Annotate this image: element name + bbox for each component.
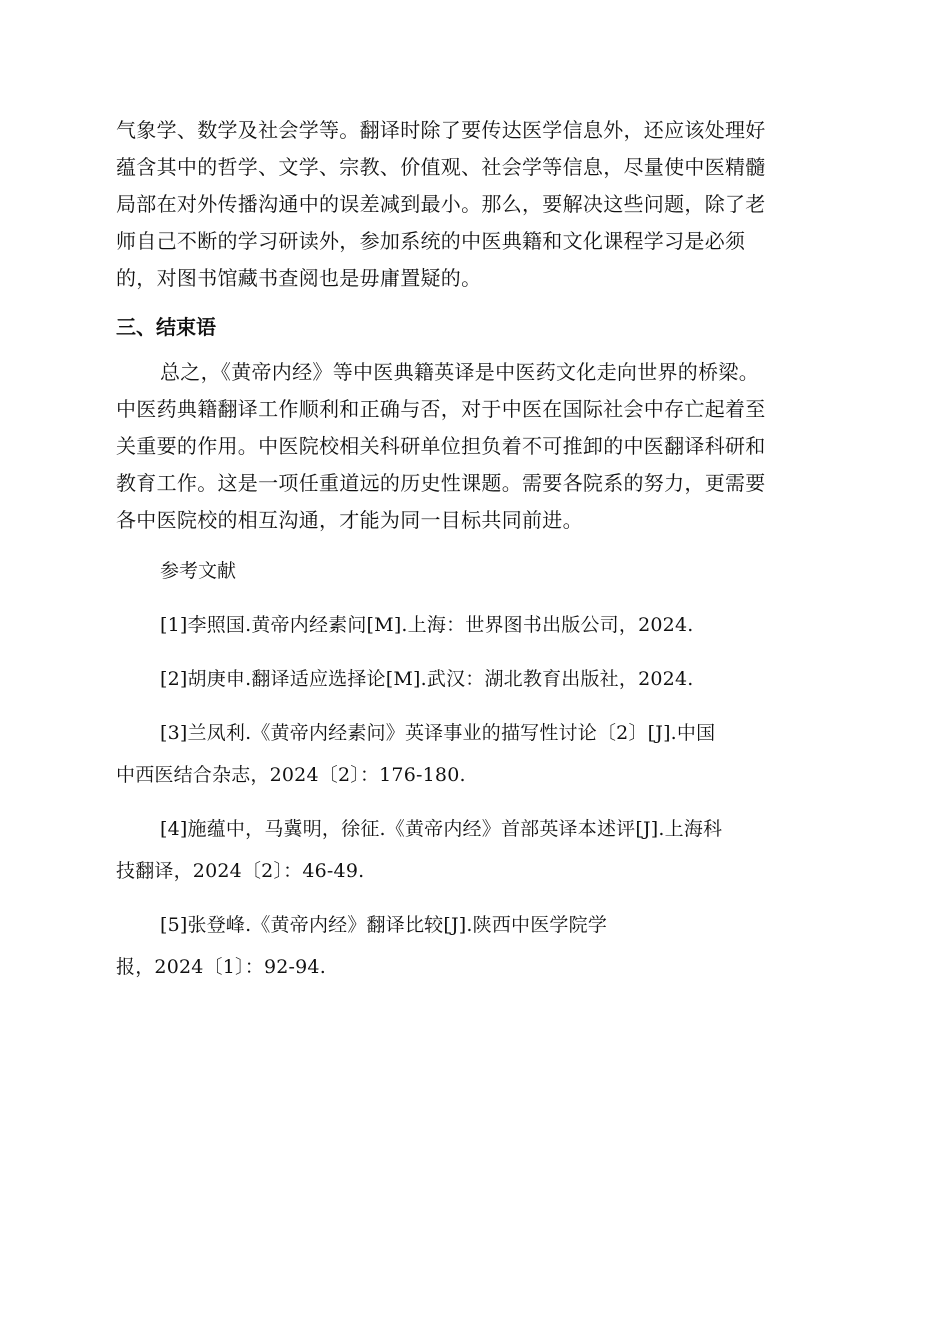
section-heading: 三、结束语: [116, 315, 216, 339]
text-line: 局部在对外传播沟通中的误差减到最小。那么，要解决这些问题，除了老: [116, 192, 766, 216]
text-line: 总之，《黄帝内经》等中医典籍英译是中医药文化走向世界的桥梁。: [160, 360, 759, 384]
text-line: 蕴含其中的哲学、文学、宗教、价值观、社会学等信息，尽量使中医精髓: [116, 155, 766, 179]
text-line: 各中医院校的相互沟通，才能为同一目标共同前进。: [116, 508, 583, 532]
reference-item: [116, 604, 832, 646]
reference-line: [1]李照国.黄帝内经素问[M].上海：世界图书出版公司，2024.: [160, 614, 694, 636]
text-line: 气象学、数学及社会学等。翻译时除了要传达医学信息外，还应该处理好: [116, 118, 766, 142]
reference-line: [2]胡庚申.翻译适应选择论[M].武汉：湖北教育出版社，2024.: [160, 668, 694, 690]
reference-line: 技翻译，2024〔2〕：46-49.: [116, 860, 365, 882]
reference-line: [4]施蕴中，马冀明，徐征.《黄帝内经》首部英译本述评[J].上海科: [160, 818, 723, 840]
reference-line: [5]张登峰.《黄帝内经》翻译比较[J].陕西中医学院学: [160, 914, 608, 936]
reference-item: [116, 712, 832, 796]
intro-paragraph: [116, 112, 832, 297]
document-page: [116, 112, 832, 1000]
reference-item: [116, 904, 832, 988]
reference-item: [116, 658, 832, 700]
text-line: 师自己不断的学习研读外，参加系统的中医典籍和文化课程学习是必须: [116, 229, 746, 253]
references-title: 参考文献: [160, 560, 237, 582]
reference-line: 中西医结合杂志，2024〔2〕：176-180.: [116, 764, 466, 786]
conclusion-paragraph: [116, 354, 832, 539]
text-line: 教育工作。这是一项任重道远的历史性课题。需要各院系的努力，更需要: [116, 471, 766, 495]
text-line: 关重要的作用。中医院校相关科研单位担负着不可推卸的中医翻译科研和: [116, 434, 766, 458]
reference-item: [116, 808, 832, 892]
text-line: 的，对图书馆藏书查阅也是毋庸置疑的。: [116, 266, 482, 290]
text-line: 中医药典籍翻译工作顺利和正确与否，对于中医在国际社会中存亡起着至: [116, 397, 766, 421]
reference-line: [3]兰凤利.《黄帝内经素问》英译事业的描写性讨论〔2〕[J].中国: [160, 722, 716, 744]
reference-line: 报，2024〔1〕：92-94.: [116, 956, 326, 978]
